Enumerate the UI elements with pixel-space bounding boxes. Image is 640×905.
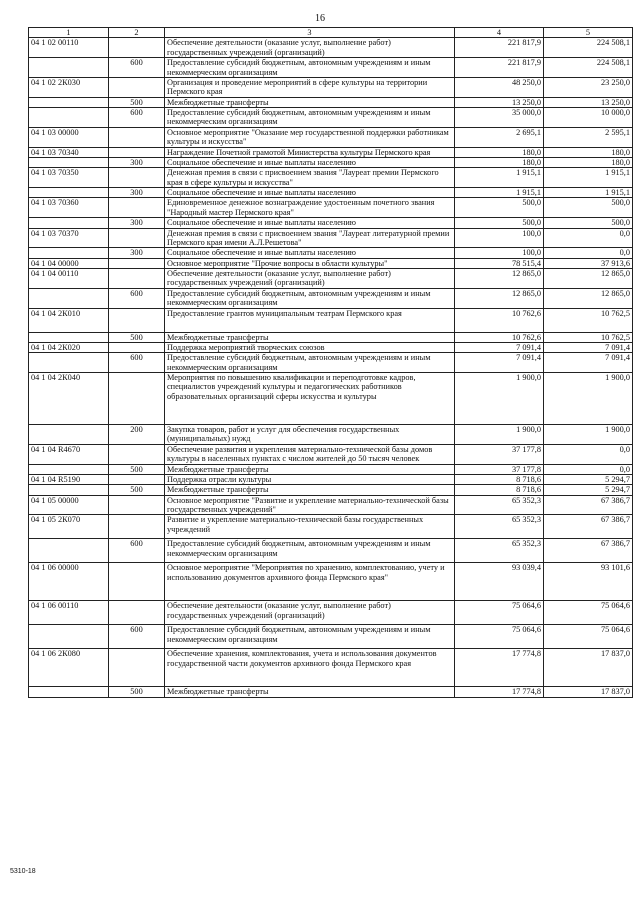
cell-amount-year-2: 2 595,1	[544, 127, 633, 147]
cell-expense-type	[109, 495, 165, 515]
cell-amount-year-1: 100,0	[455, 248, 544, 258]
table-row	[29, 147, 633, 157]
table-row	[29, 77, 633, 97]
document-code: 5310-18	[10, 868, 36, 875]
cell-amount-year-2: 13 250,0	[544, 97, 633, 107]
cell-item-name: Денежная премия в связи с присвоением звания "Лауреат литературной премии Пермского края имени А.Л.Решетова"	[165, 228, 455, 248]
table-row	[29, 474, 633, 484]
cell-expense-type: 500	[109, 97, 165, 107]
cell-item-name: Обеспечение развития и укрепления материально-технической базы домов культуры в населенных пунктах с числом жителей до 50 тысяч человек	[165, 444, 455, 464]
header-col-2: 2	[109, 28, 165, 38]
cell-amount-year-2: 0,0	[544, 248, 633, 258]
cell-amount-year-1: 1 900,0	[455, 425, 544, 445]
table-row	[29, 168, 633, 188]
table-row	[29, 332, 633, 342]
cell-expense-type	[109, 308, 165, 332]
cell-amount-year-1: 1 915,1	[455, 168, 544, 188]
cell-amount-year-2: 1 915,1	[544, 188, 633, 198]
cell-amount-year-2: 224 508,1	[544, 58, 633, 78]
table-row	[29, 425, 633, 445]
cell-amount-year-1: 75 064,6	[455, 601, 544, 625]
cell-expense-type	[109, 649, 165, 687]
cell-target-code: 04 1 04 00000	[29, 258, 109, 268]
cell-target-code: 04 1 03 70350	[29, 168, 109, 188]
cell-item-name: Предоставление субсидий бюджетным, автономным учреждениям и иным некоммерческим организациям	[165, 108, 455, 128]
cell-amount-year-1: 7 091,4	[455, 353, 544, 373]
cell-amount-year-1: 75 064,6	[455, 625, 544, 649]
cell-amount-year-2: 17 837,0	[544, 687, 633, 697]
cell-expense-type	[109, 515, 165, 539]
table-row	[29, 58, 633, 78]
table-row	[29, 353, 633, 373]
cell-amount-year-2: 23 250,0	[544, 77, 633, 97]
cell-amount-year-1: 221 817,9	[455, 58, 544, 78]
cell-expense-type: 600	[109, 288, 165, 308]
cell-target-code: 04 1 02 2К030	[29, 77, 109, 97]
cell-target-code	[29, 108, 109, 128]
cell-expense-type	[109, 77, 165, 97]
cell-amount-year-1: 100,0	[455, 228, 544, 248]
table-row	[29, 649, 633, 687]
cell-item-name: Социальное обеспечение и иные выплаты населению	[165, 188, 455, 198]
table-row	[29, 563, 633, 601]
cell-target-code	[29, 485, 109, 495]
cell-target-code: 04 1 06 00000	[29, 563, 109, 601]
cell-amount-year-1: 10 762,6	[455, 332, 544, 342]
cell-amount-year-1: 93 039,4	[455, 563, 544, 601]
cell-item-name: Обеспечение деятельности (оказание услуг, выполнение работ) государственных учреждений (организаций)	[165, 269, 455, 289]
cell-item-name: Обеспечение деятельности (оказание услуг, выполнение работ) государственных учреждений (организаций)	[165, 38, 455, 58]
table-row	[29, 464, 633, 474]
table-row	[29, 288, 633, 308]
cell-item-name: Развитие и укрепление материально-технической базы государственных учреждений	[165, 515, 455, 539]
cell-item-name: Социальное обеспечение и иные выплаты населению	[165, 218, 455, 228]
cell-target-code	[29, 332, 109, 342]
cell-amount-year-2: 12 865,0	[544, 288, 633, 308]
cell-amount-year-2: 5 294,7	[544, 474, 633, 484]
cell-item-name: Основное мероприятие "Мероприятия по хранению, комплектованию, учету и использованию документов архивного фонда Пермского края"	[165, 563, 455, 601]
cell-amount-year-1: 17 774,8	[455, 649, 544, 687]
cell-amount-year-1: 180,0	[455, 157, 544, 167]
table-row	[29, 127, 633, 147]
cell-item-name: Социальное обеспечение и иные выплаты населению	[165, 157, 455, 167]
cell-target-code: 04 1 04 2К040	[29, 373, 109, 425]
cell-item-name: Межбюджетные трансферты	[165, 464, 455, 474]
cell-amount-year-2: 75 064,6	[544, 625, 633, 649]
cell-target-code	[29, 157, 109, 167]
cell-expense-type: 600	[109, 625, 165, 649]
cell-amount-year-2: 37 913,6	[544, 258, 633, 268]
cell-expense-type	[109, 38, 165, 58]
cell-target-code: 04 1 02 00110	[29, 38, 109, 58]
cell-item-name: Предоставление субсидий бюджетным, автономным учреждениям и иным некоммерческим организациям	[165, 539, 455, 563]
cell-amount-year-2: 500,0	[544, 198, 633, 218]
table-row	[29, 625, 633, 649]
table-row	[29, 248, 633, 258]
cell-amount-year-1: 65 352,3	[455, 495, 544, 515]
cell-amount-year-1: 35 000,0	[455, 108, 544, 128]
table-row	[29, 38, 633, 58]
cell-amount-year-2: 224 508,1	[544, 38, 633, 58]
table-row	[29, 269, 633, 289]
cell-target-code: 04 1 04 R5190	[29, 474, 109, 484]
cell-target-code	[29, 687, 109, 697]
table-row	[29, 308, 633, 332]
table-row	[29, 188, 633, 198]
cell-item-name: Предоставление субсидий бюджетным, автономным учреждениям и иным некоммерческим организациям	[165, 353, 455, 373]
cell-amount-year-1: 8 718,6	[455, 485, 544, 495]
table-row	[29, 228, 633, 248]
cell-target-code: 04 1 06 2К080	[29, 649, 109, 687]
cell-target-code: 04 1 06 00110	[29, 601, 109, 625]
cell-expense-type	[109, 127, 165, 147]
cell-amount-year-2: 17 837,0	[544, 649, 633, 687]
cell-target-code	[29, 97, 109, 107]
cell-expense-type: 200	[109, 425, 165, 445]
table-row	[29, 515, 633, 539]
table-row	[29, 539, 633, 563]
table-row	[29, 687, 633, 697]
cell-amount-year-1: 1 915,1	[455, 188, 544, 198]
table-row	[29, 444, 633, 464]
cell-amount-year-1: 2 695,1	[455, 127, 544, 147]
cell-expense-type	[109, 563, 165, 601]
table-row	[29, 218, 633, 228]
cell-expense-type	[109, 147, 165, 157]
cell-amount-year-2: 75 064,6	[544, 601, 633, 625]
cell-expense-type: 600	[109, 58, 165, 78]
cell-amount-year-2: 180,0	[544, 147, 633, 157]
cell-item-name: Награждение Почетной грамотой Министерства культуры Пермского края	[165, 147, 455, 157]
cell-amount-year-2: 500,0	[544, 218, 633, 228]
cell-expense-type	[109, 168, 165, 188]
cell-expense-type: 500	[109, 687, 165, 697]
cell-item-name: Межбюджетные трансферты	[165, 97, 455, 107]
cell-amount-year-2: 67 386,7	[544, 515, 633, 539]
cell-target-code	[29, 539, 109, 563]
cell-expense-type: 300	[109, 248, 165, 258]
cell-item-name: Предоставление грантов муниципальным театрам Пермского края	[165, 308, 455, 332]
cell-target-code: 04 1 05 00000	[29, 495, 109, 515]
table-row	[29, 258, 633, 268]
cell-amount-year-2: 10 762,5	[544, 332, 633, 342]
cell-amount-year-2: 1 900,0	[544, 373, 633, 425]
cell-target-code	[29, 353, 109, 373]
cell-item-name: Основное мероприятие "Оказание мер государственной поддержки работникам культуры и искусства"	[165, 127, 455, 147]
cell-amount-year-1: 17 774,8	[455, 687, 544, 697]
cell-amount-year-1: 180,0	[455, 147, 544, 157]
cell-item-name: Единовременное денежное вознаграждение удостоенным почетного звания "Народный мастер Пермского края"	[165, 198, 455, 218]
table-row	[29, 97, 633, 107]
cell-item-name: Обеспечение хранения, комплектования, учета и использования документов государственной части документов архивного фонда Пермского края	[165, 649, 455, 687]
table-row	[29, 373, 633, 425]
cell-amount-year-1: 12 865,0	[455, 269, 544, 289]
table-row	[29, 157, 633, 167]
cell-expense-type	[109, 258, 165, 268]
cell-expense-type: 600	[109, 108, 165, 128]
cell-expense-type	[109, 269, 165, 289]
cell-expense-type	[109, 198, 165, 218]
cell-expense-type: 500	[109, 332, 165, 342]
cell-amount-year-2: 7 091,4	[544, 353, 633, 373]
cell-amount-year-1: 10 762,6	[455, 308, 544, 332]
cell-target-code: 04 1 03 70340	[29, 147, 109, 157]
cell-item-name: Обеспечение деятельности (оказание услуг, выполнение работ) государственных учреждений (организаций)	[165, 601, 455, 625]
cell-target-code	[29, 288, 109, 308]
header-col-4: 4	[455, 28, 544, 38]
cell-expense-type	[109, 228, 165, 248]
cell-item-name: Предоставление субсидий бюджетным, автономным учреждениям и иным некоммерческим организациям	[165, 288, 455, 308]
cell-amount-year-1: 48 250,0	[455, 77, 544, 97]
header-col-1: 1	[29, 28, 109, 38]
cell-target-code: 04 1 04 2К020	[29, 342, 109, 352]
cell-target-code	[29, 188, 109, 198]
page-number: 16	[315, 13, 325, 24]
cell-item-name: Поддержка мероприятий творческих союзов	[165, 342, 455, 352]
cell-amount-year-1: 500,0	[455, 218, 544, 228]
cell-amount-year-1: 37 177,8	[455, 444, 544, 464]
cell-expense-type: 300	[109, 218, 165, 228]
cell-target-code: 04 1 03 00000	[29, 127, 109, 147]
cell-amount-year-2: 1 915,1	[544, 168, 633, 188]
table-row	[29, 485, 633, 495]
cell-amount-year-1: 1 900,0	[455, 373, 544, 425]
header-col-5: 5	[544, 28, 633, 38]
cell-amount-year-1: 13 250,0	[455, 97, 544, 107]
cell-amount-year-1: 37 177,8	[455, 464, 544, 474]
cell-amount-year-1: 65 352,3	[455, 539, 544, 563]
table-body	[29, 38, 633, 697]
cell-target-code	[29, 625, 109, 649]
cell-amount-year-2: 10 000,0	[544, 108, 633, 128]
cell-expense-type: 500	[109, 464, 165, 474]
cell-item-name: Закупка товаров, работ и услуг для обеспечения государственных (муниципальных) нужд	[165, 425, 455, 445]
cell-expense-type: 600	[109, 539, 165, 563]
budget-table	[28, 27, 633, 698]
cell-item-name: Межбюджетные трансферты	[165, 332, 455, 342]
cell-amount-year-2: 67 386,7	[544, 539, 633, 563]
cell-amount-year-1: 65 352,3	[455, 515, 544, 539]
cell-item-name: Социальное обеспечение и иные выплаты населению	[165, 248, 455, 258]
cell-amount-year-2: 1 900,0	[544, 425, 633, 445]
cell-target-code	[29, 58, 109, 78]
cell-target-code	[29, 248, 109, 258]
cell-item-name: Межбюджетные трансферты	[165, 485, 455, 495]
cell-amount-year-1: 8 718,6	[455, 474, 544, 484]
cell-target-code: 04 1 04 00110	[29, 269, 109, 289]
cell-target-code: 04 1 05 2К070	[29, 515, 109, 539]
cell-target-code	[29, 464, 109, 474]
cell-target-code: 04 1 04 2К010	[29, 308, 109, 332]
cell-expense-type: 500	[109, 485, 165, 495]
cell-target-code	[29, 425, 109, 445]
cell-amount-year-2: 5 294,7	[544, 485, 633, 495]
table-row	[29, 108, 633, 128]
cell-target-code: 04 1 03 70360	[29, 198, 109, 218]
cell-amount-year-2: 12 865,0	[544, 269, 633, 289]
table-row	[29, 495, 633, 515]
header-row	[29, 28, 633, 38]
cell-target-code	[29, 218, 109, 228]
cell-amount-year-2: 67 386,7	[544, 495, 633, 515]
table-row	[29, 601, 633, 625]
cell-item-name: Денежная премия в связи с присвоением звания "Лауреат премии Пермского края в сфере культуры и искусства"	[165, 168, 455, 188]
cell-expense-type	[109, 474, 165, 484]
cell-item-name: Поддержка отрасли культуры	[165, 474, 455, 484]
cell-amount-year-1: 78 515,4	[455, 258, 544, 268]
header-col-3: 3	[165, 28, 455, 38]
cell-expense-type	[109, 601, 165, 625]
cell-amount-year-1: 500,0	[455, 198, 544, 218]
cell-item-name: Предоставление субсидий бюджетным, автономным учреждениям и иным некоммерческим организациям	[165, 58, 455, 78]
cell-amount-year-2: 0,0	[544, 464, 633, 474]
cell-amount-year-1: 221 817,9	[455, 38, 544, 58]
cell-expense-type	[109, 444, 165, 464]
cell-expense-type	[109, 342, 165, 352]
cell-amount-year-2: 93 101,6	[544, 563, 633, 601]
cell-amount-year-1: 12 865,0	[455, 288, 544, 308]
cell-amount-year-2: 10 762,5	[544, 308, 633, 332]
table-row	[29, 342, 633, 352]
cell-item-name: Мероприятия по повышению квалификации и переподготовке кадров, специалистов учреждений культуры и педагогических работников образовательных организаций сферы искусства и культуры	[165, 373, 455, 425]
cell-target-code: 04 1 03 70370	[29, 228, 109, 248]
cell-amount-year-2: 0,0	[544, 444, 633, 464]
cell-item-name: Предоставление субсидий бюджетным, автономным учреждениям и иным некоммерческим организациям	[165, 625, 455, 649]
cell-item-name: Основное мероприятие "Прочие вопросы в области культуры"	[165, 258, 455, 268]
cell-item-name: Основное мероприятие "Развитие и укрепление материально-технической базы государственных учреждений"	[165, 495, 455, 515]
cell-item-name: Межбюджетные трансферты	[165, 687, 455, 697]
cell-expense-type: 600	[109, 353, 165, 373]
cell-expense-type	[109, 373, 165, 425]
cell-amount-year-2: 7 091,4	[544, 342, 633, 352]
table-row	[29, 198, 633, 218]
cell-amount-year-2: 0,0	[544, 228, 633, 248]
cell-item-name: Организация и проведение мероприятий в сфере культуры на территории Пермского края	[165, 77, 455, 97]
cell-amount-year-1: 7 091,4	[455, 342, 544, 352]
cell-expense-type: 300	[109, 157, 165, 167]
cell-amount-year-2: 180,0	[544, 157, 633, 167]
cell-expense-type: 300	[109, 188, 165, 198]
cell-target-code: 04 1 04 R4670	[29, 444, 109, 464]
